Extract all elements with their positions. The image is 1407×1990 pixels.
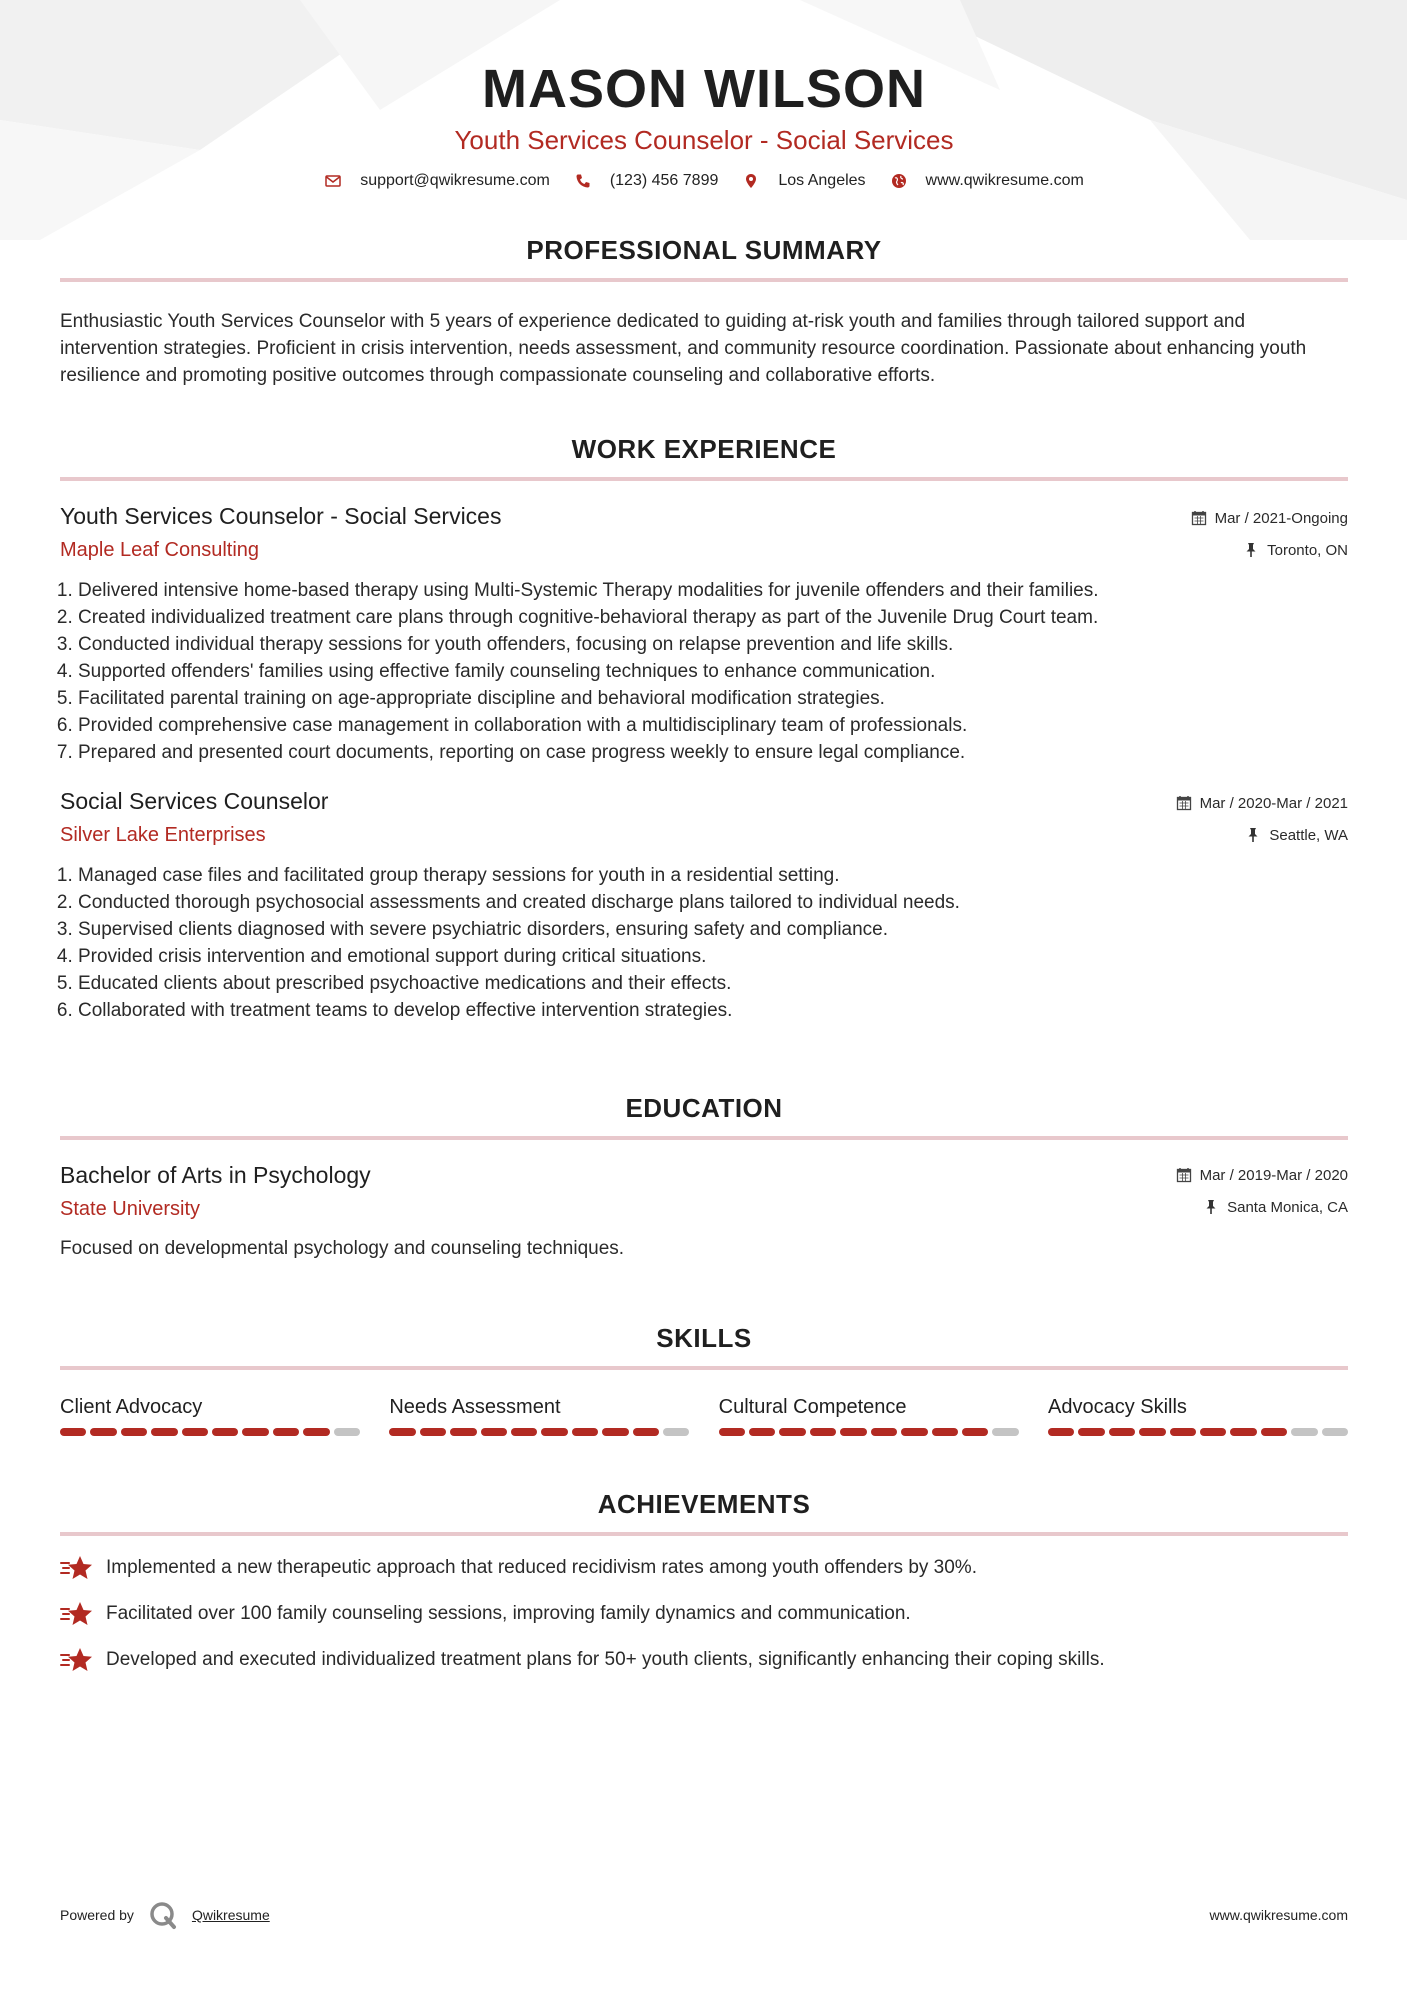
- map-pin-icon: [742, 172, 760, 190]
- skill-item: [719, 1394, 1019, 1436]
- contact-bar: [60, 172, 1348, 190]
- achievement-text: Developed and executed individualized treatment plans for 50+ youth clients, significantly enhancing their coping skills.: [106, 1649, 1105, 1670]
- skill-dot-filled: [749, 1428, 775, 1436]
- globe-icon: [890, 172, 908, 190]
- star-icon: [60, 1646, 94, 1674]
- calendar-icon: [1176, 1167, 1192, 1183]
- job-company: Silver Lake Enterprises: [60, 824, 266, 846]
- job-company: Maple Leaf Consulting: [60, 539, 260, 561]
- section-heading: SKILLS: [656, 1323, 752, 1353]
- skill-dot-filled: [1048, 1428, 1074, 1436]
- skill-dot-filled: [90, 1428, 116, 1436]
- star-icon: [60, 1600, 94, 1628]
- contact-website-text: www.qwikresume.com: [925, 172, 1084, 189]
- job-title: Youth Services Counselor - Social Services: [60, 503, 502, 529]
- degree-title: Bachelor of Arts in Psychology: [60, 1162, 371, 1188]
- skill-dot-filled: [572, 1428, 598, 1436]
- pin-icon: [1203, 1199, 1219, 1215]
- section-divider: [60, 1532, 1348, 1536]
- skill-dot-filled: [633, 1428, 659, 1436]
- pin-icon: [1245, 827, 1261, 843]
- list-item: 2. Conducted thorough psychosocial assessments and created discharge plans tailored to individual needs.: [78, 889, 1348, 916]
- job-title: Social Services Counselor: [60, 788, 329, 814]
- skill-item: [60, 1394, 360, 1436]
- skill-name: Cultural Competence: [718, 1396, 907, 1418]
- calendar-icon: [1191, 510, 1207, 526]
- skill-dot-empty: [1291, 1428, 1317, 1436]
- powered-by-label: Powered by: [60, 1907, 134, 1923]
- skill-dot-filled: [273, 1428, 299, 1436]
- skill-dot-filled: [450, 1428, 476, 1436]
- contact-email-text: support@qwikresume.com: [360, 172, 550, 189]
- summary-section: [60, 234, 1348, 389]
- list-item: 6. Provided comprehensive case management in collaboration with a multidisciplinary team of professionals.: [78, 712, 1348, 739]
- resume-header: [60, 56, 1348, 190]
- skill-dot-filled: [1200, 1428, 1226, 1436]
- list-item: 7. Prepared and presented court documents, reporting on case progress weekly to ensure legal compliance.: [78, 739, 1348, 766]
- skill-dot-empty: [334, 1428, 360, 1436]
- list-item: 3. Supervised clients diagnosed with severe psychiatric disorders, ensuring safety and compliance.: [78, 916, 1348, 943]
- skill-dot-filled: [871, 1428, 897, 1436]
- skill-dot-empty: [992, 1428, 1018, 1436]
- skill-dot-filled: [1109, 1428, 1135, 1436]
- section-divider: [60, 1366, 1348, 1370]
- phone-icon: [574, 172, 592, 190]
- achievement-text: Implemented a new therapeutic approach that reduced recidivism rates among youth offenders by 30%.: [106, 1557, 977, 1578]
- skill-item: [1048, 1394, 1348, 1436]
- contact-email[interactable]: [324, 172, 550, 190]
- skill-dot-filled: [962, 1428, 988, 1436]
- skill-level-bar: [389, 1428, 689, 1436]
- skill-name: Needs Assessment: [389, 1396, 561, 1418]
- achievements-section: [60, 1488, 1348, 1674]
- contact-phone-text: (123) 456 7899: [609, 172, 719, 189]
- experience-section: [60, 433, 1348, 1024]
- powered-by: [60, 1900, 270, 1930]
- skill-dot-filled: [901, 1428, 927, 1436]
- achievement-item: [60, 1554, 1348, 1582]
- section-heading: EDUCATION: [625, 1093, 783, 1123]
- skill-dot-filled: [389, 1428, 415, 1436]
- skills-list: [60, 1394, 1348, 1436]
- skill-dot-filled: [242, 1428, 268, 1436]
- skill-level-bar: [1048, 1428, 1348, 1436]
- section-divider: [60, 278, 1348, 282]
- skill-dot-filled: [719, 1428, 745, 1436]
- skill-dot-filled: [1139, 1428, 1165, 1436]
- qwikresume-logo: [148, 1900, 178, 1930]
- skill-dot-filled: [182, 1428, 208, 1436]
- skill-dot-filled: [1170, 1428, 1196, 1436]
- achievement-item: [60, 1600, 1348, 1628]
- page-footer: [60, 1900, 1348, 1930]
- contact-location-text: Los Angeles: [778, 172, 866, 189]
- section-heading: WORK EXPERIENCE: [571, 434, 837, 464]
- skill-dot-filled: [840, 1428, 866, 1436]
- calendar-icon: [1176, 795, 1192, 811]
- list-item: 6. Collaborated with treatment teams to develop effective intervention strategies.: [78, 997, 1348, 1024]
- list-item: 3. Conducted individual therapy sessions for youth offenders, focusing on relapse prevention and life skills.: [78, 631, 1348, 658]
- pin-icon: [1243, 542, 1259, 558]
- skill-item: [389, 1394, 689, 1436]
- list-item: 2. Created individualized treatment care plans through cognitive-behavioral therapy as part of the Juvenile Drug Court team.: [78, 604, 1348, 631]
- skill-dot-filled: [481, 1428, 507, 1436]
- list-item: 1. Managed case files and facilitated group therapy sessions for youth in a residential setting.: [78, 862, 1348, 889]
- skill-dot-filled: [151, 1428, 177, 1436]
- skill-dot-filled: [779, 1428, 805, 1436]
- job-dates: Mar / 2021-Ongoing: [1214, 509, 1348, 527]
- skill-name: Advocacy Skills: [1047, 1396, 1187, 1418]
- skill-dot-filled: [420, 1428, 446, 1436]
- footer-website[interactable]: www.qwikresume.com: [1209, 1907, 1348, 1923]
- skill-dot-filled: [60, 1428, 86, 1436]
- skill-dot-filled: [511, 1428, 537, 1436]
- skill-dot-filled: [1261, 1428, 1287, 1436]
- skill-dot-filled: [1078, 1428, 1104, 1436]
- list-item: 4. Supported offenders' families using effective family counseling techniques to enhance communication.: [78, 658, 1348, 685]
- section-divider: [60, 477, 1348, 481]
- school-name: State University: [60, 1198, 201, 1220]
- job-entry: [60, 786, 1348, 1024]
- star-icon: [60, 1554, 94, 1582]
- job-bullets: [60, 862, 1348, 1024]
- education-section: [60, 1092, 1348, 1262]
- skill-name: Client Advocacy: [60, 1396, 203, 1418]
- summary-text: Enthusiastic Youth Services Counselor with 5 years of experience dedicated to guiding at-risk youth and families through tailored support and intervention strategies. Proficient in crisis intervention, needs assessment, and community resource coordination. Passionate about enhancing youth resilience and promoting positive outcomes through compassionate counseling and collaborative efforts.: [60, 311, 1307, 386]
- education-entry: [60, 1160, 1348, 1262]
- education-dates: Mar / 2019-Mar / 2020: [1199, 1166, 1348, 1184]
- skill-dot-filled: [1230, 1428, 1256, 1436]
- skill-dot-filled: [810, 1428, 836, 1436]
- contact-website[interactable]: [890, 172, 1084, 190]
- resume-page: [60, 0, 1348, 1674]
- section-heading: PROFESSIONAL SUMMARY: [526, 235, 882, 265]
- section-divider: [60, 1136, 1348, 1140]
- candidate-name: MASON WILSON: [482, 59, 926, 119]
- skill-level-bar: [60, 1428, 360, 1436]
- job-location: Toronto, ON: [1267, 541, 1348, 559]
- section-heading: ACHIEVEMENTS: [597, 1489, 811, 1519]
- skill-dot-filled: [932, 1428, 958, 1436]
- job-location: Seattle, WA: [1269, 826, 1348, 844]
- skills-section: [60, 1322, 1348, 1436]
- education-description: Focused on developmental psychology and counseling techniques.: [60, 1238, 625, 1259]
- list-item: 5. Educated clients about prescribed psychoactive medications and their effects.: [78, 970, 1348, 997]
- skill-dot-empty: [663, 1428, 689, 1436]
- achievement-item: [60, 1646, 1348, 1674]
- achievement-text: Facilitated over 100 family counseling sessions, improving family dynamics and communication.: [106, 1603, 911, 1624]
- job-dates: Mar / 2020-Mar / 2021: [1199, 794, 1348, 812]
- list-item: 5. Facilitated parental training on age-appropriate discipline and behavioral modification strategies.: [78, 685, 1348, 712]
- skill-dot-filled: [121, 1428, 147, 1436]
- list-item: 4. Provided crisis intervention and emotional support during critical situations.: [78, 943, 1348, 970]
- skill-dot-filled: [212, 1428, 238, 1436]
- job-entry: [60, 501, 1348, 766]
- envelope-icon: [324, 172, 342, 190]
- job-bullets: [60, 577, 1348, 766]
- skill-dot-filled: [602, 1428, 628, 1436]
- brand-link[interactable]: Qwikresume: [191, 1907, 270, 1923]
- contact-phone[interactable]: [574, 172, 719, 190]
- education-location: Santa Monica, CA: [1227, 1198, 1348, 1216]
- candidate-title: Youth Services Counselor - Social Services: [454, 125, 954, 155]
- skill-dot-filled: [303, 1428, 329, 1436]
- list-item: 1. Delivered intensive home-based therapy using Multi-Systemic Therapy modalities for juvenile offenders and their families.: [78, 577, 1348, 604]
- skill-dot-filled: [541, 1428, 567, 1436]
- skill-dot-empty: [1322, 1428, 1348, 1436]
- skill-level-bar: [719, 1428, 1019, 1436]
- contact-location: [742, 172, 865, 190]
